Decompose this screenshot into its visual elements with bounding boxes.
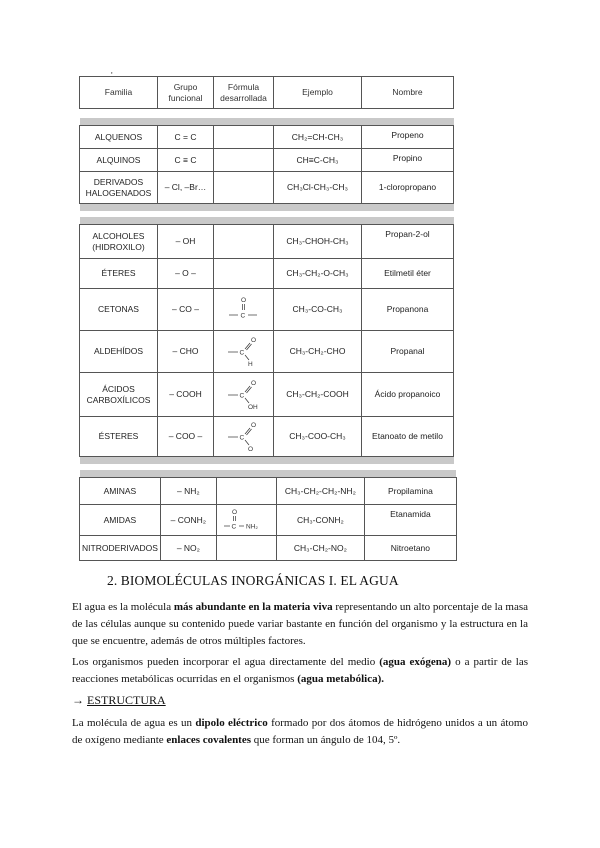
header-mark: ': [111, 70, 113, 80]
table-row: AMINAS – NH₂ CH₃-CH₂-CH₂-NH₂ Propilamina: [80, 478, 457, 505]
svg-text:H: H: [247, 360, 253, 368]
header-table: [79, 70, 454, 109]
table-row: ÁCIDOS CARBOXÍLICOS – COOH C O OH CH₃-CH₂-COOH Ácido propanoico: [80, 373, 454, 417]
ketone-structure: [214, 289, 274, 331]
svg-text:C: C: [231, 523, 237, 531]
svg-text:O: O: [247, 445, 253, 453]
svg-text:C: C: [239, 434, 244, 441]
table-row: ALQUINOS C ≡ C CH≡C-CH₃ Propino: [80, 149, 454, 172]
table-row: ÉSTERES – COO – C O O CH₃-COO-CH₃ Etanoato de metilo: [80, 417, 454, 457]
table-group-1: [79, 118, 454, 211]
svg-text:O: O: [240, 296, 246, 304]
table-row: ÉTERES – O – CH₃-CH₂-O-CH₃ Etilmetil éter: [80, 259, 454, 289]
aldehyde-structure: [214, 331, 274, 373]
header-grupo: Grupo funcional: [158, 77, 214, 109]
paragraph-2: Los organismos pueden incorporar el agua directamente del medio (agua exógena) o a partir de las reacciones metabólicas ocurridas en el organismos (agua metabólica).: [72, 656, 529, 685]
svg-text:O: O: [250, 379, 256, 387]
table-row: CETONAS – CO – O C CH₃-CO-CH₃ Propanona: [80, 289, 454, 331]
table-row: NITRODERIVADOS – NO₂ CH₃-CH₂-NO₂ Nitroetano: [80, 536, 457, 561]
table-group-2: [79, 217, 454, 464]
carboxylic-structure: [214, 373, 274, 417]
paragraph-1: El agua es la molécula más abundante en la materia viva representando un alto porcentaje de la masa de las células aunque su contenido puede variar bastante en función del organismo y la estructura en la que se encuentre, además de otros múltiples factores.: [72, 601, 528, 647]
svg-text:O: O: [250, 336, 256, 344]
amide-structure: [216, 505, 276, 536]
svg-text:C: C: [239, 349, 244, 356]
section-title: 2. BIOMOLÉCULAS INORGÁNICAS I. EL AGUA: [107, 573, 399, 588]
table-group-3: [79, 470, 457, 561]
header-familia: ' Familia: [80, 77, 158, 109]
ester-structure: [214, 417, 274, 457]
svg-text:NH₂: NH₂: [246, 523, 259, 531]
table-row: ALQUENOS C = C CH₂=CH-CH₃ Propeno: [80, 126, 454, 149]
table-row: AMIDAS – CONH₂ O C NH₂ CH₃-CONH₂ Etanamida: [80, 505, 457, 536]
svg-text:C: C: [240, 312, 245, 319]
header-nombre: Nombre: [362, 77, 454, 109]
svg-text:O: O: [232, 509, 238, 516]
paragraph-3: La molécula de agua es un dipolo eléctrico formado por dos átomos de hidrógeno unidos a un átomo de oxígeno mediante enlaces covalentes que forman un ángulo de 104, 5º.: [72, 717, 528, 746]
svg-text:O: O: [250, 421, 256, 429]
header-ejemplo: Ejemplo: [274, 77, 362, 109]
table-row: ALDEHÍDOS – CHO C O H CH₃-CH₂-CHO Propanal: [80, 331, 454, 373]
header-formula: Fórmula desarrollada: [214, 77, 274, 109]
svg-text:OH: OH: [247, 403, 258, 411]
table-row: ALCOHOLES (HIDROXILO) – OH CH₃-CHOH-CH₃ Propan-2-ol: [80, 225, 454, 259]
arrow-icon: →: [72, 693, 87, 707]
table-row: DERIVADOS HALOGENADOS – Cl, –Br… CH₃Cl-CH₃-CH₃ 1-cloropropano: [80, 172, 454, 204]
estructura-heading: → ESTRUCTURA: [72, 693, 166, 707]
svg-text:C: C: [239, 392, 244, 399]
